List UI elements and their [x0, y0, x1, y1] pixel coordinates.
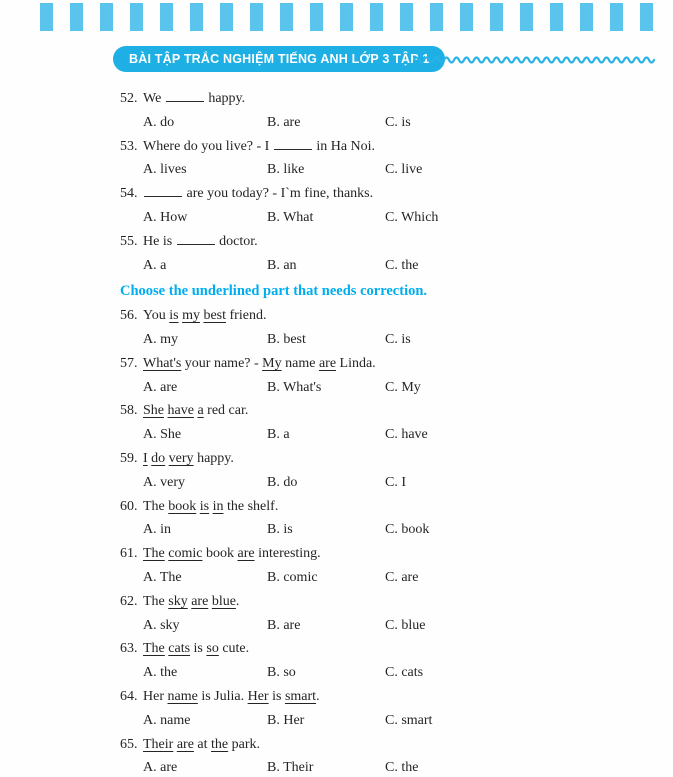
section-heading: Choose the underlined part that needs correction.: [120, 283, 428, 300]
option-a: A. She: [143, 427, 182, 443]
underlined-word: so: [206, 641, 219, 657]
options-row: [120, 376, 657, 400]
options-row: [120, 254, 657, 278]
question-text: [143, 499, 278, 514]
word: is: [190, 641, 207, 657]
underlined-word: best: [203, 308, 227, 324]
question-item: [120, 304, 657, 352]
option-c: C. cats: [385, 665, 424, 681]
option-b: B. a: [267, 427, 290, 443]
word: is Julia.: [197, 688, 248, 704]
question-item: [120, 637, 657, 685]
option-b: B. What's: [267, 379, 322, 395]
options-row: [120, 471, 657, 495]
option-b: B. an: [267, 257, 297, 273]
question-line: [120, 304, 657, 328]
option-c: C. is: [385, 331, 411, 347]
underlined-word: blue: [211, 593, 236, 609]
underlined-word: in: [212, 498, 224, 514]
option-a: A. The: [143, 569, 182, 585]
question-item: [120, 495, 657, 543]
question-number: 62.: [120, 593, 138, 609]
question-text: [143, 186, 373, 201]
title-badge-label: BÀI TẬP TRẮC NGHIỆM TIẾNG ANH LỚP 3 TẬP 1: [129, 52, 430, 66]
underlined-word: cats: [168, 641, 191, 657]
word: name: [281, 355, 319, 371]
underlined-word: my: [182, 308, 200, 324]
word: park.: [228, 736, 261, 752]
word: doctor.: [215, 233, 258, 249]
word: at: [193, 736, 212, 752]
question-line: [120, 399, 657, 423]
option-c: C. blue: [385, 617, 426, 633]
option-c: C. is: [385, 114, 411, 130]
question-item: [120, 87, 657, 135]
option-a: A. How: [143, 209, 188, 225]
options-row: [120, 709, 657, 733]
question-text: [143, 91, 245, 106]
question-item: [120, 230, 657, 278]
question-text: [143, 234, 258, 249]
question-item: [120, 542, 657, 590]
question-text: [143, 641, 249, 656]
question-text: [143, 594, 239, 609]
option-c: C. I: [385, 474, 406, 490]
underlined-word: What's: [143, 355, 182, 371]
blank-line: [274, 137, 312, 150]
word: red car.: [203, 403, 249, 419]
underlined-word: have: [167, 403, 194, 419]
question-text: [143, 356, 376, 371]
option-c: C. are: [385, 569, 419, 585]
option-b: B. do: [267, 474, 298, 490]
title-badge: [113, 46, 445, 72]
question-item: [120, 399, 657, 447]
options-row: [120, 328, 657, 352]
question-text: [143, 546, 321, 561]
underlined-word: The: [143, 641, 165, 657]
question-item: [120, 135, 657, 183]
question-text: [143, 403, 248, 418]
option-b: B. comic: [267, 569, 318, 585]
option-a: A. very: [143, 474, 185, 490]
underlined-word: are: [318, 355, 337, 371]
blank-line: [177, 232, 215, 245]
underlined-word: is: [169, 308, 179, 324]
underlined-word: is: [199, 498, 210, 514]
question-line: [120, 87, 657, 111]
underlined-word: Their: [143, 736, 174, 752]
underlined-word: are: [237, 546, 255, 562]
option-c: C. have: [385, 427, 428, 443]
question-line: [120, 495, 657, 519]
question-text: [143, 737, 260, 752]
options-row: [120, 518, 657, 542]
question-line: [120, 733, 657, 757]
option-b: B. like: [267, 162, 305, 178]
question-number: 65.: [120, 736, 138, 752]
options-row: [120, 206, 657, 230]
word: Where do you live? - I: [143, 138, 273, 154]
word: You: [143, 308, 170, 324]
question-line: [120, 637, 657, 661]
question-number: 58.: [120, 403, 138, 419]
option-c: C. Which: [385, 209, 439, 225]
question-line: [120, 135, 657, 159]
option-b: B. What: [267, 209, 314, 225]
questions-list: [120, 87, 657, 777]
underlined-word: Her: [247, 688, 269, 704]
question-number: 63.: [120, 641, 138, 657]
option-b: B. best: [267, 331, 306, 347]
underlined-word: very: [168, 450, 194, 466]
word: are you today? - I`m fine, thanks.: [183, 186, 374, 202]
word: .: [316, 688, 320, 704]
question-item: [120, 182, 657, 230]
option-b: B. so: [267, 665, 296, 681]
underlined-word: smart: [284, 688, 317, 704]
options-row: [120, 111, 657, 135]
underlined-word: do: [151, 450, 166, 466]
question-number: 53.: [120, 138, 138, 154]
word: happy.: [204, 91, 246, 106]
option-c: C. smart: [385, 712, 433, 728]
wavy-line: [412, 54, 658, 66]
word: book: [202, 546, 238, 562]
options-row: [120, 158, 657, 182]
word: interesting.: [254, 546, 321, 562]
word: The: [143, 593, 169, 609]
question-text: [143, 308, 266, 323]
question-line: [120, 230, 657, 254]
option-a: A. do: [143, 114, 175, 130]
word: The: [143, 498, 169, 514]
question-number: 59.: [120, 450, 138, 466]
options-row: [120, 756, 657, 777]
option-c: C. the: [385, 760, 419, 776]
question-line: [120, 685, 657, 709]
option-b: B. are: [267, 114, 301, 130]
question-item: [120, 733, 657, 777]
word: the shelf.: [223, 498, 279, 514]
option-a: A. my: [143, 331, 178, 347]
underlined-word: sky: [168, 593, 188, 609]
question-line: [120, 182, 657, 206]
options-row: [120, 423, 657, 447]
options-row: [120, 661, 657, 685]
question-item: [120, 447, 657, 495]
question-number: 56.: [120, 308, 138, 324]
word: is: [268, 688, 285, 704]
question-number: 64.: [120, 688, 138, 704]
question-number: 61.: [120, 546, 138, 562]
option-c: C. My: [385, 379, 421, 395]
option-b: B. Their: [267, 760, 314, 776]
word: We: [143, 91, 165, 106]
option-b: B. Her: [267, 712, 305, 728]
options-row: [120, 566, 657, 590]
option-a: A. lives: [143, 162, 187, 178]
word: He is: [143, 233, 176, 249]
word: Her: [143, 688, 168, 704]
decorative-top-bars: [40, 3, 656, 31]
underlined-word: She: [143, 403, 164, 419]
underlined-word: are: [176, 736, 194, 752]
option-c: C. book: [385, 522, 430, 538]
blank-line: [166, 89, 204, 102]
blank-line: [144, 184, 182, 197]
word: happy.: [193, 450, 234, 466]
question-text: [143, 139, 375, 154]
underlined-word: name: [167, 688, 198, 704]
option-a: A. are: [143, 760, 178, 776]
question-number: 60.: [120, 498, 138, 514]
underlined-word: book: [168, 498, 197, 514]
question-item: [120, 685, 657, 733]
question-line: [120, 352, 657, 376]
option-b: B. is: [267, 522, 293, 538]
question-line: [120, 542, 657, 566]
word: cute.: [218, 641, 250, 657]
underlined-word: the: [211, 736, 229, 752]
option-a: A. are: [143, 379, 178, 395]
option-a: A. sky: [143, 617, 180, 633]
underlined-word: a: [197, 403, 204, 419]
question-line: [120, 590, 657, 614]
underlined-word: My: [262, 355, 282, 371]
underlined-word: comic: [168, 546, 203, 562]
question-text: [143, 689, 320, 704]
question-text: [143, 451, 234, 466]
question-number: 52.: [120, 91, 138, 106]
option-a: A. name: [143, 712, 191, 728]
option-a: A. a: [143, 257, 167, 273]
option-c: C. live: [385, 162, 423, 178]
word: Linda.: [336, 355, 376, 371]
question-line: [120, 447, 657, 471]
word: .: [235, 593, 240, 609]
question-number: 55.: [120, 233, 138, 249]
question-number: 54.: [120, 186, 138, 202]
underlined-word: are: [191, 593, 209, 609]
options-row: [120, 614, 657, 638]
option-a: A. the: [143, 665, 178, 681]
question-item: [120, 590, 657, 638]
word: your name? -: [181, 355, 263, 371]
underlined-word: I: [143, 450, 148, 466]
question-item: [120, 352, 657, 400]
word: in Ha Noi.: [312, 138, 376, 154]
option-a: A. in: [143, 522, 171, 538]
option-c: C. the: [385, 257, 419, 273]
word: friend.: [226, 308, 267, 324]
question-number: 57.: [120, 355, 138, 371]
option-b: B. are: [267, 617, 301, 633]
underlined-word: The: [143, 546, 165, 562]
